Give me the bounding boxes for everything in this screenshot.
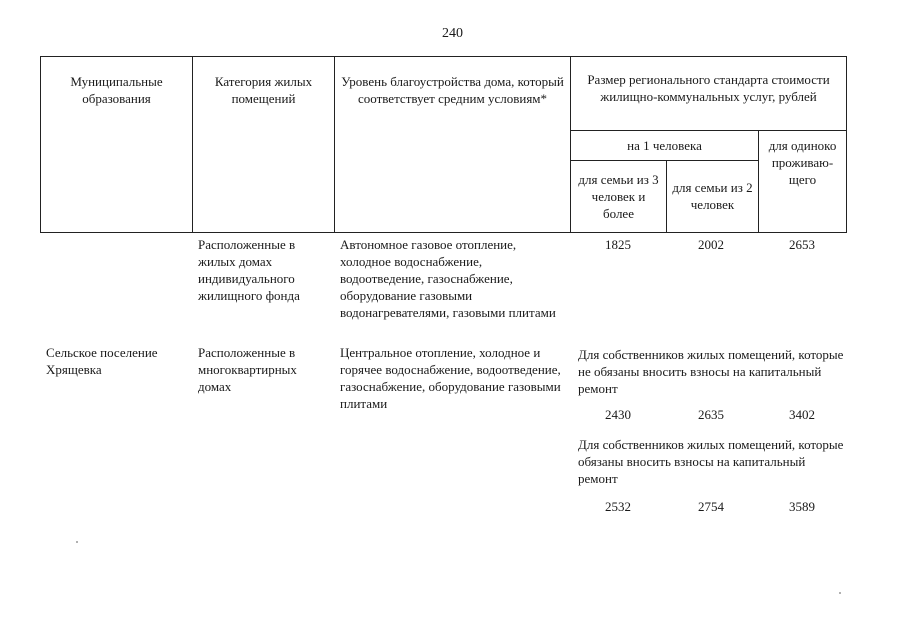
row-2-value-2-family3: 2532 [605,499,631,514]
header-level: Уровень благоустройства дома, который соответствует средним условиям* [335,57,571,233]
row-2-value-1-family2: 2635 [698,407,724,422]
row-2-note-1: Для собственников жилых помещений, которые не обязаны вносить взносы на капитальный ремонт [578,347,844,396]
row-2-note-2: Для собственников жилых помещений, которые обязаны вносить взносы на капитальный ремонт [578,437,844,486]
header-category: Категория жилых помещений [193,57,335,233]
row-1-value-family2: 2002 [698,237,724,252]
header-size-group: Размер регионального стандарта стоимости жилищно-коммунальных услуг, рублей [571,57,847,131]
header-municipality: Муниципальные образования [41,57,193,233]
page-number: 240 [442,26,463,41]
row-2-category: Расположенные в многоквартирных домах [198,345,297,394]
row-1-value-family3: 1825 [605,237,631,252]
header-family-2: для семьи из 2 человек [667,161,759,233]
row-2-level: Центральное отопление, холодное и горячее водоснабжение, водоотведение, газоснабжение, оборудование газовыми плитами [340,345,561,411]
row-2-value-2-family2: 2754 [698,499,724,514]
scan-speck [839,592,841,594]
row-1-level: Автономное газовое отопление, холодное водоснабжение, водоотведение, газоснабжение, оборудование газовыми водонагревателями, газовыми плитами [340,237,556,320]
scan-speck [76,541,78,543]
row-2-municipality: Сельское поселение Хрящевка [46,345,158,377]
row-2-value-2-single: 3589 [789,499,815,514]
row-1-category: Расположенные в жилых домах индивидуального жилищного фонда [198,237,300,303]
row-1-value-single: 2653 [789,237,815,252]
header-per-person: на 1 человека [571,131,759,161]
row-2-value-1-single: 3402 [789,407,815,422]
table-header [40,56,847,233]
row-2-value-1-family3: 2430 [605,407,631,422]
header-family-3: для семьи из 3 человек и более [571,161,667,233]
header-single: для одиноко проживаю-щего [759,131,847,233]
